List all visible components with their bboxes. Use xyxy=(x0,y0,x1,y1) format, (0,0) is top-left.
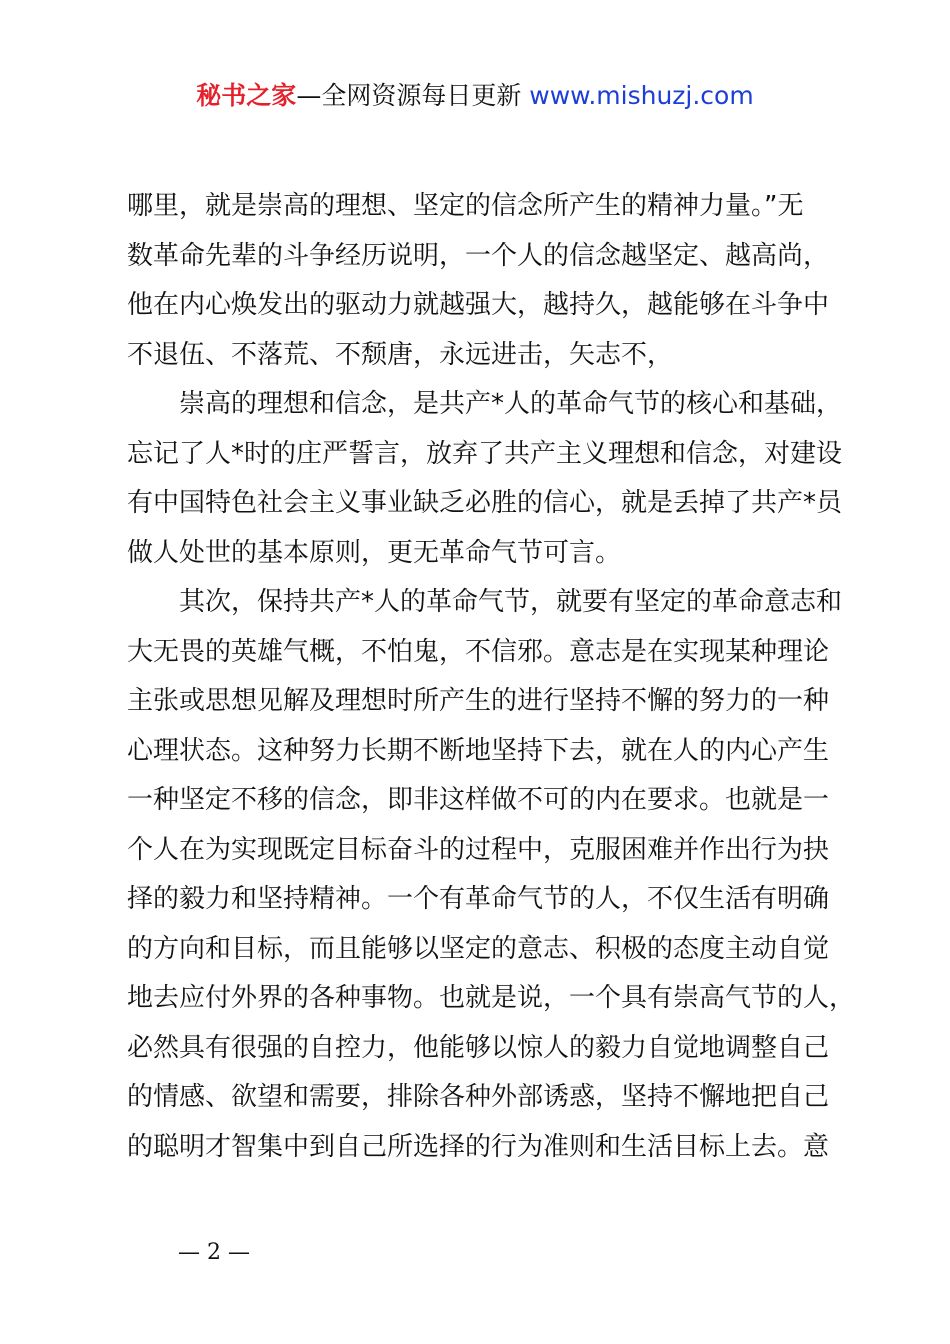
text-line: 大无畏的英雄气概，不怕鬼，不信邪。意志是在实现某种理论 xyxy=(127,636,830,667)
brand-name: 秘书之家 xyxy=(196,81,297,110)
text-line: 的聪明才智集中到自己所选择的行为准则和生活目标上去。意 xyxy=(127,1131,830,1162)
text-line: 的方向和目标，而且能够以坚定的意志、积极的态度主动自觉 xyxy=(127,933,830,964)
text-line: 个人在为实现既定目标奋斗的过程中，克服困难并作出行为抉 xyxy=(127,834,830,865)
text-line: 哪里，就是崇高的理想、坚定的信念所产生的精神力量。”无 xyxy=(127,191,804,221)
text-line: 必然具有很强的自控力，他能够以惊人的毅力自觉地调整自己 xyxy=(127,1032,830,1063)
text-line: 数革命先辈的斗争经历说明，一个人的信念越坚定、越高尚， xyxy=(127,240,830,271)
text-line: 地去应付外界的各种事物。也就是说，一个具有崇高气节的人， xyxy=(127,983,856,1013)
page-number: — 2 — xyxy=(178,1240,250,1265)
text-line: 他在内心焕发出的驱动力就越强大，越持久，越能够在斗争中 xyxy=(127,290,830,320)
text-line: 忘记了人*时的庄严誓言，放弃了共产主义理想和信念，对建设 xyxy=(127,438,843,469)
text-line: 有中国特色社会主义事业缺乏必胜的信心，就是丢掉了共产*员 xyxy=(127,488,843,518)
site-url-link[interactable]: www.mishuzj.com xyxy=(529,81,754,110)
header-tagline: —全网资源每日更新 xyxy=(296,81,522,110)
document-body xyxy=(127,182,856,1172)
paragraph-first-line: 其次，保持共产*人的革命气节，就要有坚定的革命意志和 xyxy=(179,587,843,617)
text-line: 不退伍、不落荒、不颓唐，永远进击，矢志不， xyxy=(127,339,674,370)
paragraph-first-line: 崇高的理想和信念，是共产*人的革命气节的核心和基础， xyxy=(179,389,843,419)
text-line: 择的毅力和坚持精神。一个有革命气节的人，不仅生活有明确 xyxy=(127,884,830,914)
page-header xyxy=(0,78,950,114)
text-line: 一种坚定不移的信念，即非这样做不可的内在要求。也就是一 xyxy=(127,785,830,815)
text-line: 心理状态。这种努力长期不断地坚持下去，就在人的内心产生 xyxy=(127,735,830,766)
text-line: 主张或思想见解及理想时所产生的进行坚持不懈的努力的一种 xyxy=(127,686,830,716)
text-line: 的情感、欲望和需要，排除各种外部诱惑，坚持不懈地把自己 xyxy=(127,1082,830,1112)
text-line: 做人处世的基本原则，更无革命气节可言。 xyxy=(127,537,622,568)
